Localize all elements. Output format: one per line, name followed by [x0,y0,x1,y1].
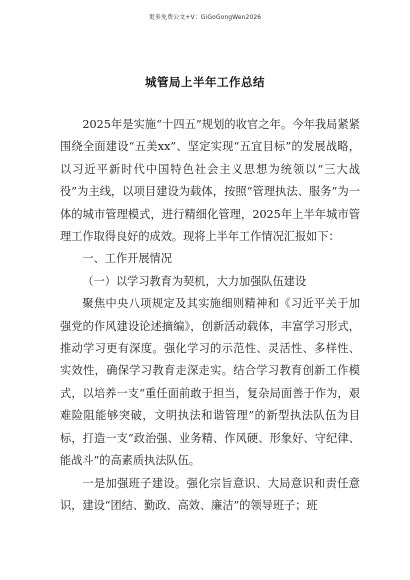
document-body [60,114,360,517]
subsection-heading-1: （一）以学习教育为契机，大力加强队伍建设 [82,274,307,288]
header-note: 更多免费公文+V：GiGoGongWen2026 [148,14,262,21]
document-title: 城管局上半年工作总结 [145,75,265,89]
section-heading-1: 一、工作开展情况 [82,252,172,266]
paragraph-intro: 2025年是实施“十四五”规划的收官之年。今年我局紧紧围绕全面建设“五美xx”、坚定实现“五宜目标”的发展战略，以习近平新时代中国特色社会主义思想为统领以“三大战役”为主线，以项目建设为载体，按照“管理执法、服务”为一体的城市管理模式，进行精细化管理，2025年上半年城市管理工作取得良好的成效。现将上半年工作情况汇报如下： [60,118,360,244]
paragraph-leadership: 一是加强班子建设。强化宗旨意识、大局意识和责任意识，建设“团结、勤政、高效、廉洁”的领导班子；班 [60,476,360,512]
paragraph-team-building: 聚焦中央八项规定及其实施细则精神和《习近平关于加强党的作风建设论述摘编》，创新活动载体，丰富学习形式，推动学习更有深度。强化学习的示范性、灵活性、多样性、实效性，确保学习教育走深走实。结合学习教育创新工作模式，以培养一支“重任面前敢于担当，复杂局面善于作为，艰难险阻能够突破，文明执法和谐管理”的新型执法队伍为目标，打造一支“政治强、业务精、作风硬、形象好、守纪律、能战斗”的高素质执法队伍。 [60,297,360,468]
